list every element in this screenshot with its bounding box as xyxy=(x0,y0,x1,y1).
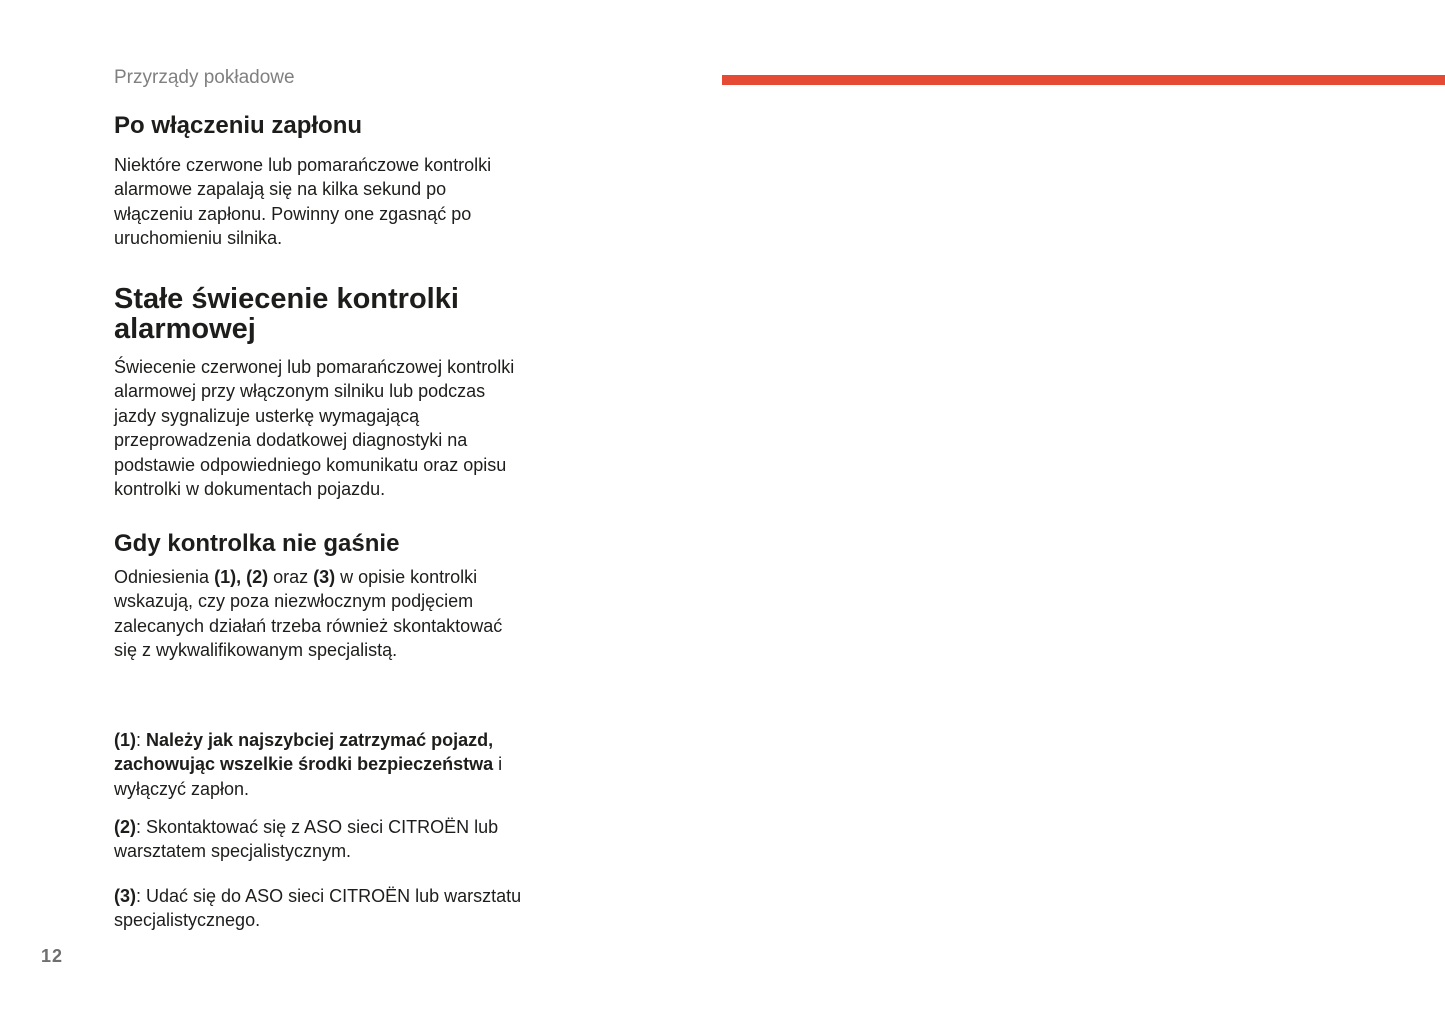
paragraph-constant-warning: Świecenie czerwonej lub pomarańczowej kontrolki alarmowej przy włączonym silniku lub podczas jazdy sygnalizuje usterkę wymagającą przeprowadzenia dodatkowej diagnostyki na podstawie odpowiedniego komunikatu oraz opisu kontrolki w dokumentach pojazdu. xyxy=(114,357,515,500)
text-segment: oraz xyxy=(268,567,314,587)
footnote-3 xyxy=(114,884,524,933)
heading-after-ignition: Po włączeniu zapłonu xyxy=(114,112,363,139)
reference-1-2: (1), (2) xyxy=(214,567,269,587)
reference-3: (3) xyxy=(313,567,336,587)
heading-light-not-off: Gdy kontrolka nie gaśnie xyxy=(114,530,400,557)
footnote-1-ref: (1) xyxy=(114,730,136,750)
footnote-2-text: : Skontaktować się z ASO sieci CITROËN lub warsztatem specjalistycznym. xyxy=(114,817,499,862)
footnote-2 xyxy=(114,815,524,864)
accent-bar xyxy=(722,75,1445,85)
paragraph-light-not-off xyxy=(114,565,524,663)
footnote-3-text: : Udać się do ASO sieci CITROËN lub warsztatu specjalistycznego. xyxy=(114,886,522,931)
footnote-1 xyxy=(114,728,524,801)
footnote-2-ref: (2) xyxy=(114,817,136,837)
text-segment: w opisie kontrolki wskazują, czy poza niezwłocznym podjęciem zalecanych działań trzeba również skontaktować się z wykwalifikowanym specjalistą. xyxy=(114,567,503,661)
footnote-1-rest: i wyłączyć zapłon. xyxy=(114,754,503,799)
footnote-1-bold-text: Należy jak najszybciej zatrzymać pojazd, zachowując wszelkie środki bezpieczeństwa xyxy=(114,730,494,775)
footnote-3-ref: (3) xyxy=(114,886,136,906)
footnote-1-separator: : xyxy=(136,730,147,750)
text-segment: Odniesienia xyxy=(114,567,215,587)
heading-constant-warning: Stałe świecenie kontrolki alarmowej xyxy=(114,283,459,345)
paragraph-after-ignition: Niektóre czerwone lub pomarańczowe kontrolki alarmowe zapalają się na kilka sekund po włączeniu zapłonu. Powinny one zgasnąć po uruchomieniu silnika. xyxy=(114,155,492,249)
page-number: 12 xyxy=(41,946,64,966)
section-header-label: Przyrządy pokładowe xyxy=(114,67,295,88)
